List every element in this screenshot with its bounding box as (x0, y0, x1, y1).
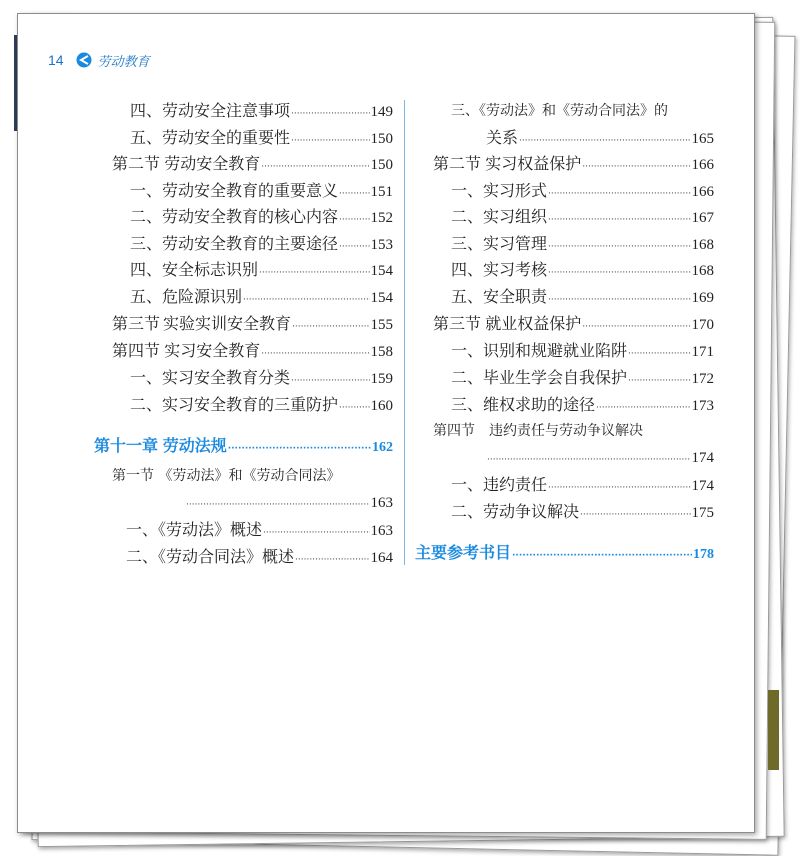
book-title: 劳动教育 (97, 54, 150, 70)
toc-entry[interactable]: 二、《劳动合同法》概述 ····· 164 (126, 547, 393, 567)
toc-entry[interactable]: 三、实习管理 ····· 168 (451, 234, 714, 254)
toc-section[interactable]: 第二节 实习权益保护 ····· 166 (433, 154, 714, 174)
page-header (48, 50, 150, 70)
toc-entry[interactable]: 一、实习形式 ····· 166 (451, 181, 714, 201)
toc-section[interactable]: 第二节 劳动安全教育 ····· 150 (112, 154, 393, 174)
toc-entry[interactable]: 二、毕业生学会自我保护 ····· 172 (451, 368, 714, 388)
toc-references[interactable]: 主要参考书目 ····· 178 (415, 542, 714, 564)
cover-edge-right (768, 690, 779, 770)
toc-entry[interactable]: 一、违约责任 ····· 174 (451, 475, 714, 495)
page-number: 14 (48, 52, 64, 68)
toc-section-line2[interactable]: ····· 174 (486, 448, 714, 468)
toc-entry[interactable]: 二、劳动争议解决 ····· 175 (451, 502, 714, 522)
toc-entry[interactable]: 一、实习安全教育分类 ····· 159 (130, 368, 393, 388)
toc-entry[interactable]: 四、劳动安全注意事项 ····· 149 (130, 101, 393, 121)
toc-section-line1[interactable]: 第四节 违约责任与劳动争议解决 (433, 423, 643, 439)
toc-entry[interactable]: 二、实习组织 ····· 167 (451, 207, 714, 227)
toc-chapter[interactable]: 第十一章 劳动法规 ····· 162 (94, 435, 393, 457)
toc-entry[interactable]: 三、劳动安全教育的主要途径 ····· 153 (130, 234, 393, 254)
toc-entry[interactable]: 一、《劳动法》概述 ····· 163 (126, 520, 393, 540)
book-logo-icon (76, 52, 92, 68)
toc-entry[interactable]: 二、实习安全教育的三重防护 ····· 160 (130, 395, 393, 415)
toc-entry-line1[interactable]: 三、《劳动法》和《劳动合同法》的 (451, 103, 668, 119)
toc-section[interactable]: 第三节 实验实训安全教育 ····· 155 (112, 314, 393, 334)
toc-entry[interactable]: 五、劳动安全的重要性 ····· 150 (130, 128, 393, 148)
toc-section[interactable]: 第四节 实习安全教育 ····· 158 (112, 341, 393, 361)
toc-entry[interactable]: 五、危险源识别 ····· 154 (130, 287, 393, 307)
toc-entry[interactable]: 一、劳动安全教育的重要意义 ····· 151 (130, 181, 393, 201)
toc-entry[interactable]: 四、实习考核 ····· 168 (451, 260, 714, 280)
toc-entry[interactable]: 五、安全职责 ····· 169 (451, 287, 714, 307)
chapter-number: 第十一章 (94, 436, 159, 455)
toc-section-line2[interactable]: ····· 163 (185, 493, 393, 513)
column-divider (404, 100, 405, 565)
toc-entry[interactable]: 一、识别和规避就业陷阱 ····· 171 (451, 341, 714, 361)
toc-section[interactable]: 第三节 就业权益保护 ····· 170 (433, 314, 714, 334)
toc-entry[interactable]: 二、劳动安全教育的核心内容 ····· 152 (130, 207, 393, 227)
toc-section-line1[interactable]: 第一节 《劳动法》和《劳动合同法》 (112, 468, 341, 484)
toc-entry[interactable]: 三、维权求助的途径 ····· 173 (451, 395, 714, 415)
toc-entry-line2[interactable]: 关系 ····· 165 (486, 128, 714, 148)
toc-entry[interactable]: 四、安全标志识别 ····· 154 (130, 260, 393, 280)
chapter-title: 劳动法规 (162, 436, 227, 455)
